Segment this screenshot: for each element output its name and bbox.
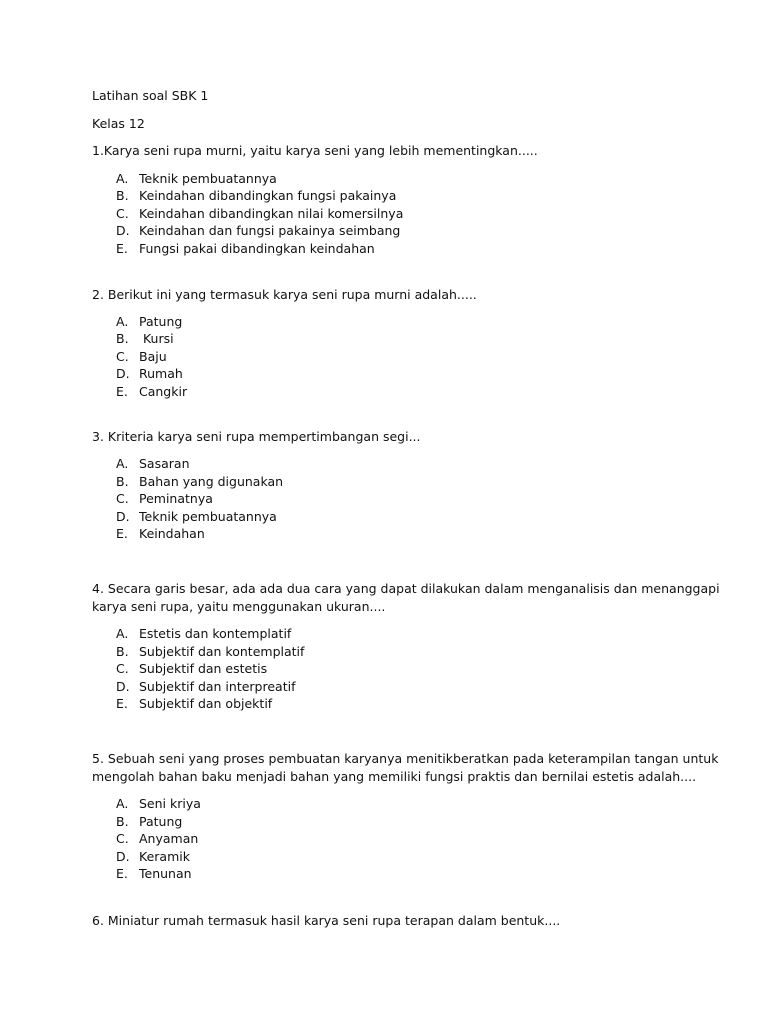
option-letter: A. — [116, 314, 129, 329]
question-2-text: 2. Berikut ini yang termasuk karya seni rupa murni adalah..... — [92, 287, 477, 302]
question-5-text-line-2: mengolah bahan baku menjadi bahan yang memiliki fungsi praktis dan bernilai estetis adalah.... — [92, 769, 697, 784]
option-text: Patung — [139, 314, 183, 329]
option-text: Subjektif dan interpreatif — [139, 679, 296, 694]
option-letter: D. — [116, 509, 130, 524]
document-title: Latihan soal SBK 1 — [92, 88, 209, 103]
option-text: Sasaran — [139, 456, 190, 471]
question-1-text: 1.Karya seni rupa murni, yaitu karya seni yang lebih mementingkan..... — [92, 143, 538, 158]
option-letter: E. — [116, 384, 128, 399]
option-text: Tenunan — [139, 866, 192, 881]
option-text: Patung — [139, 814, 183, 829]
option-letter: A. — [116, 626, 129, 641]
option-text: Seni kriya — [139, 796, 201, 811]
option-letter: B. — [116, 814, 129, 829]
question-3-text: 3. Kriteria karya seni rupa mempertimbangan segi... — [92, 429, 421, 444]
option-text: Cangkir — [139, 384, 188, 399]
option-letter: C. — [116, 661, 129, 676]
option-text: Baju — [139, 349, 167, 364]
option-letter: C. — [116, 206, 129, 221]
option-letter: E. — [116, 696, 128, 711]
option-text: Keindahan dibandingkan fungsi pakainya — [139, 188, 397, 203]
class-label: Kelas 12 — [92, 116, 145, 131]
option-text: Keindahan — [139, 526, 205, 541]
option-text: Anyaman — [139, 831, 199, 846]
option-letter: D. — [116, 849, 130, 864]
question-4-text-line-1: 4. Secara garis besar, ada ada dua cara yang dapat dilakukan dalam menganalisis dan menanggapi — [92, 581, 720, 596]
option-text: Keramik — [139, 849, 190, 864]
option-text: Subjektif dan objektif — [139, 696, 273, 711]
option-text: Keindahan dan fungsi pakainya seimbang — [139, 223, 401, 238]
option-letter: B. — [116, 644, 129, 659]
option-text: Bahan yang digunakan — [139, 474, 284, 489]
option-letter: E. — [116, 241, 128, 256]
option-text: Rumah — [139, 366, 183, 381]
option-letter: C. — [116, 491, 129, 506]
option-text: Subjektif dan estetis — [139, 661, 268, 676]
option-text: Keindahan dibandingkan nilai komersilnya — [139, 206, 404, 221]
option-text: Teknik pembuatannya — [139, 171, 277, 186]
question-5-text-line-1: 5. Sebuah seni yang proses pembuatan karyanya menitikberatkan pada keterampilan tangan untuk — [92, 751, 719, 766]
option-letter: C. — [116, 349, 129, 364]
option-letter: E. — [116, 866, 128, 881]
option-letter: A. — [116, 456, 129, 471]
option-letter: C. — [116, 831, 129, 846]
option-text: Fungsi pakai dibandingkan keindahan — [139, 241, 375, 256]
option-letter: A. — [116, 796, 129, 811]
option-letter: D. — [116, 679, 130, 694]
option-letter: B. — [116, 188, 129, 203]
option-letter: D. — [116, 223, 130, 238]
question-6-text: 6. Miniatur rumah termasuk hasil karya seni rupa terapan dalam bentuk.... — [92, 913, 561, 928]
option-letter: D. — [116, 366, 130, 381]
option-letter: E. — [116, 526, 128, 541]
option-text: Estetis dan kontemplatif — [139, 626, 292, 641]
question-4-text-line-2: karya seni rupa, yaitu menggunakan ukuran.... — [92, 599, 386, 614]
option-letter: A. — [116, 171, 129, 186]
option-text: Kursi — [139, 331, 174, 346]
option-text: Teknik pembuatannya — [139, 509, 277, 524]
option-letter: B. — [116, 474, 129, 489]
option-letter: B. — [116, 331, 129, 346]
option-text: Peminatnya — [139, 491, 213, 506]
option-text: Subjektif dan kontemplatif — [139, 644, 305, 659]
